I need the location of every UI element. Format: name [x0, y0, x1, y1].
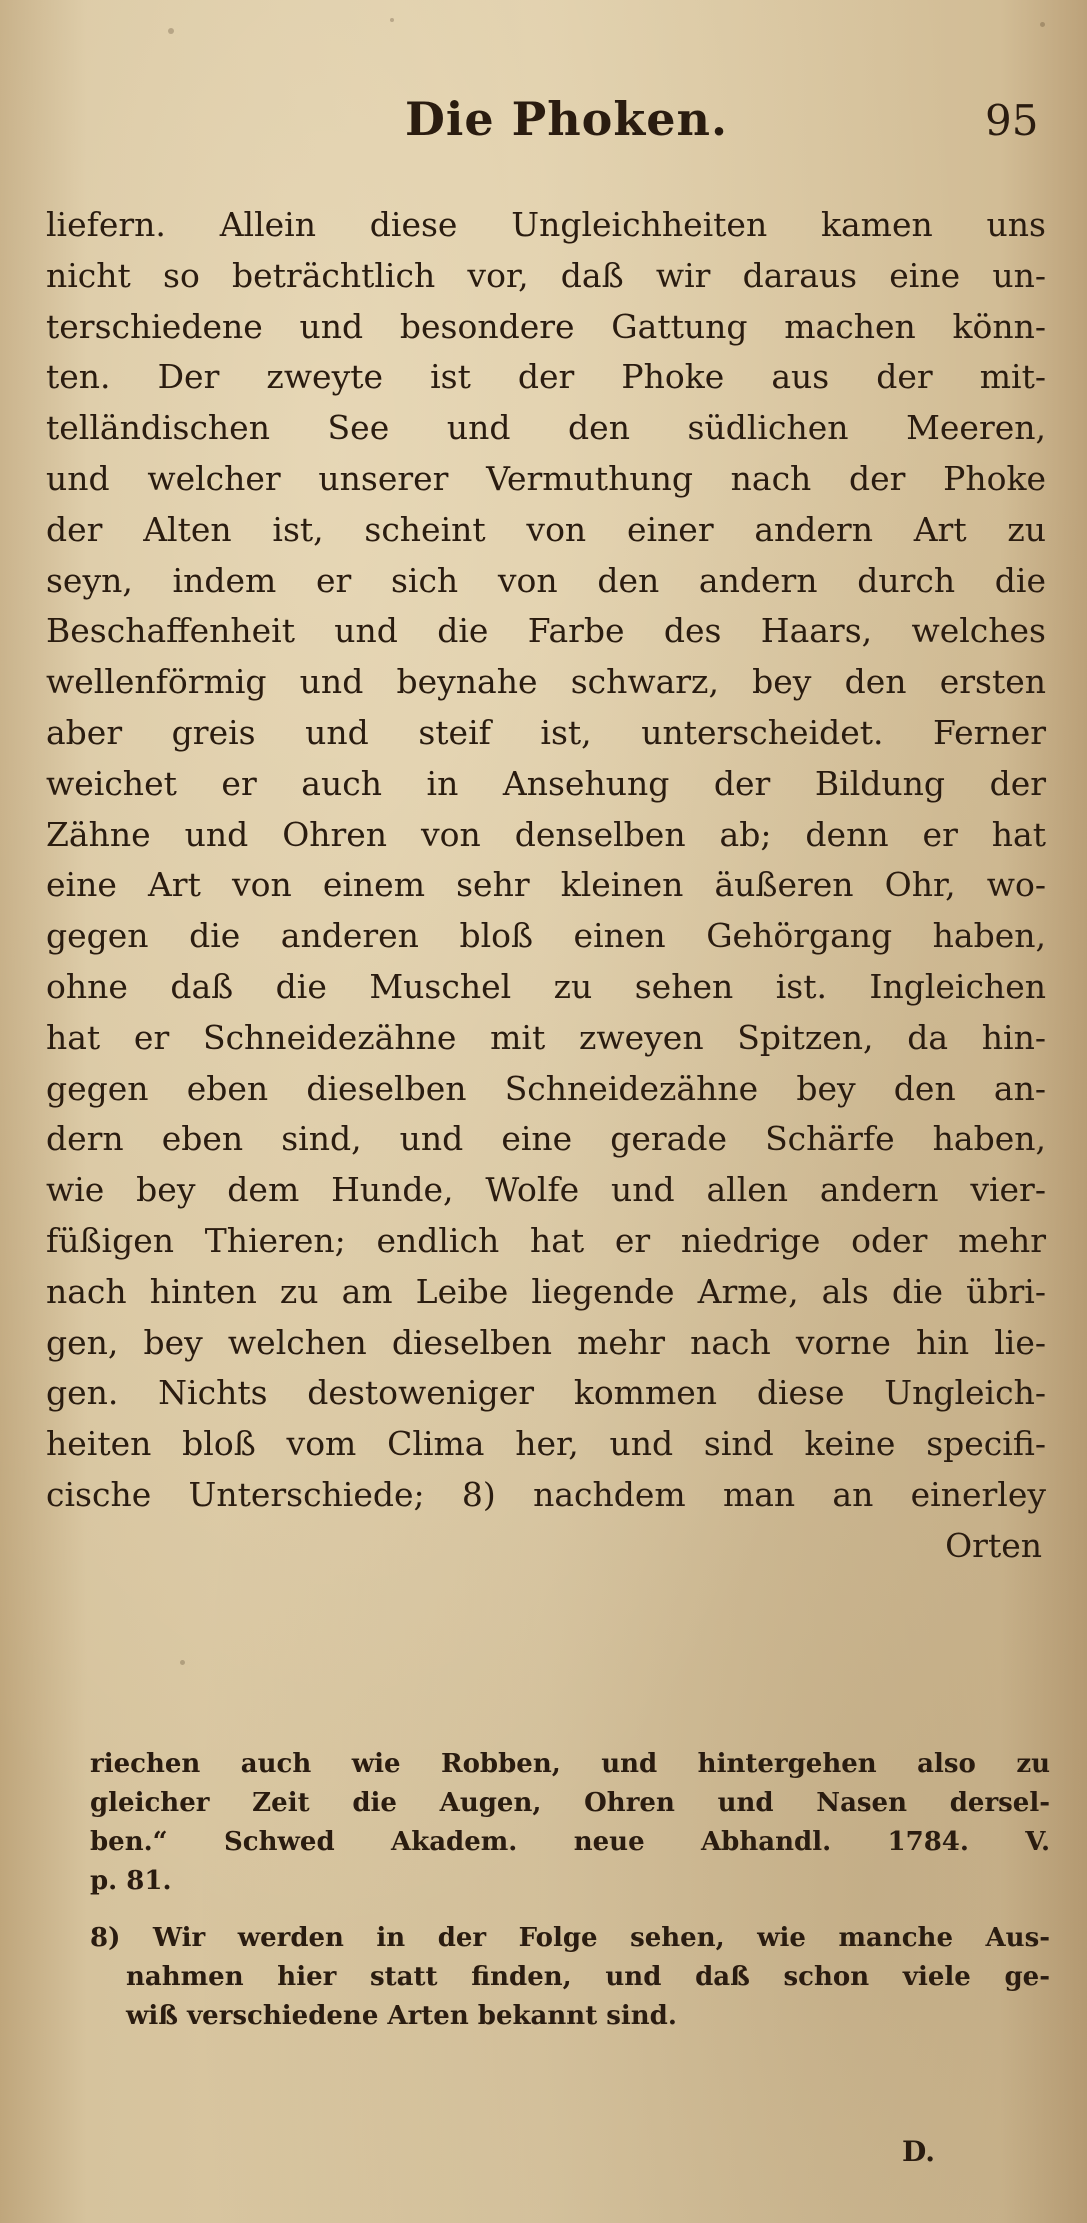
text-line: gegen die anderen bloß einen Gehörgang haben, [46, 916, 1046, 956]
text-line: telländischen See und den südlichen Meeren, [46, 408, 1046, 448]
text-line: eine Art von einem sehr kleinen äußeren Ohr, wo- [46, 865, 1046, 905]
footnote-line: ben.“ Schwed Akadem. neue Abhandl. 1784. V. [90, 1827, 1050, 1857]
footnote-line: riechen auch wie Robben, und hintergehen also zu [90, 1749, 1050, 1779]
footnote-8-line: 8) Wir werden in der Folge sehen, wie manche Aus- [90, 1923, 1050, 1953]
paper-speck [180, 1660, 185, 1665]
text-line: Beschaffenheit und die Farbe des Haars, welches [46, 611, 1046, 651]
text-line: liefern. Allein diese Ungleichheiten kamen uns [46, 205, 1046, 244]
footnote-8-line: wiß verschiedene Arten bekannt sind. [126, 2001, 677, 2031]
footnote-line: p. 81. [90, 1866, 172, 1896]
text-line: dern eben sind, und eine gerade Schärfe haben, [46, 1119, 1046, 1159]
text-line: der Alten ist, scheint von einer andern Art zu [46, 509, 1046, 549]
text-line: Zähne und Ohren von denselben ab; denn er hat [46, 814, 1046, 854]
text-line: heiten bloß vom Clima her, und sind keine specifi- [46, 1424, 1046, 1464]
signature-mark: D. [902, 2135, 936, 2168]
text-line: und welcher unserer Vermuthung nach der Phoke [46, 458, 1046, 498]
text-line: gegen eben dieselben Schneidezähne bey den an- [46, 1068, 1046, 1108]
text-line: terschiedene und besondere Gattung machen könn- [46, 306, 1046, 346]
main-text-block [46, 200, 1046, 1572]
paper-speck [1040, 22, 1045, 27]
footnote-line: gleicher Zeit die Augen, Ohren und Nasen dersel- [90, 1788, 1050, 1818]
paper-speck [168, 28, 174, 34]
text-line: füßigen Thieren; endlich hat er niedrige oder mehr [46, 1220, 1046, 1260]
text-line: weichet er auch in Ansehung der Bildung der [46, 763, 1046, 803]
text-line: nicht so beträchtlich vor, daß wir daraus eine un- [46, 255, 1046, 295]
running-title: Die Phoken. [405, 92, 728, 146]
running-head [0, 92, 1087, 152]
text-line: ohne daß die Muschel zu sehen ist. Ingleichen [46, 966, 1046, 1006]
catchword: Orten [945, 1525, 1042, 1565]
text-line: cische Unterschiede; 8) nachdem man an einerley [46, 1474, 1046, 1514]
text-line: aber greis und steif ist, unterscheidet. Ferner [46, 712, 1046, 752]
text-line: seyn, indem er sich von den andern durch die [46, 560, 1046, 600]
text-line: wie bey dem Hunde, Wolfe und allen andern vier- [46, 1170, 1046, 1210]
text-line: hat er Schneidezähne mit zweyen Spitzen, da hin- [46, 1017, 1046, 1057]
text-line: gen, bey welchen dieselben mehr nach vorne hin lie- [46, 1322, 1046, 1362]
text-line: gen. Nichts destoweniger kommen diese Ungleich- [46, 1373, 1046, 1413]
text-line: wellenförmig und beynahe schwarz, bey den ersten [46, 662, 1046, 702]
footnotes-block [90, 1745, 1050, 2036]
paper-speck [390, 18, 394, 22]
text-line: ten. Der zweyte ist der Phoke aus der mit- [46, 357, 1046, 397]
page-number: 95 [985, 96, 1039, 145]
footnote-8-line: nahmen hier statt finden, und daß schon viele ge- [126, 1962, 1050, 1992]
text-line: nach hinten zu am Leibe liegende Arme, als die übri- [46, 1271, 1046, 1311]
